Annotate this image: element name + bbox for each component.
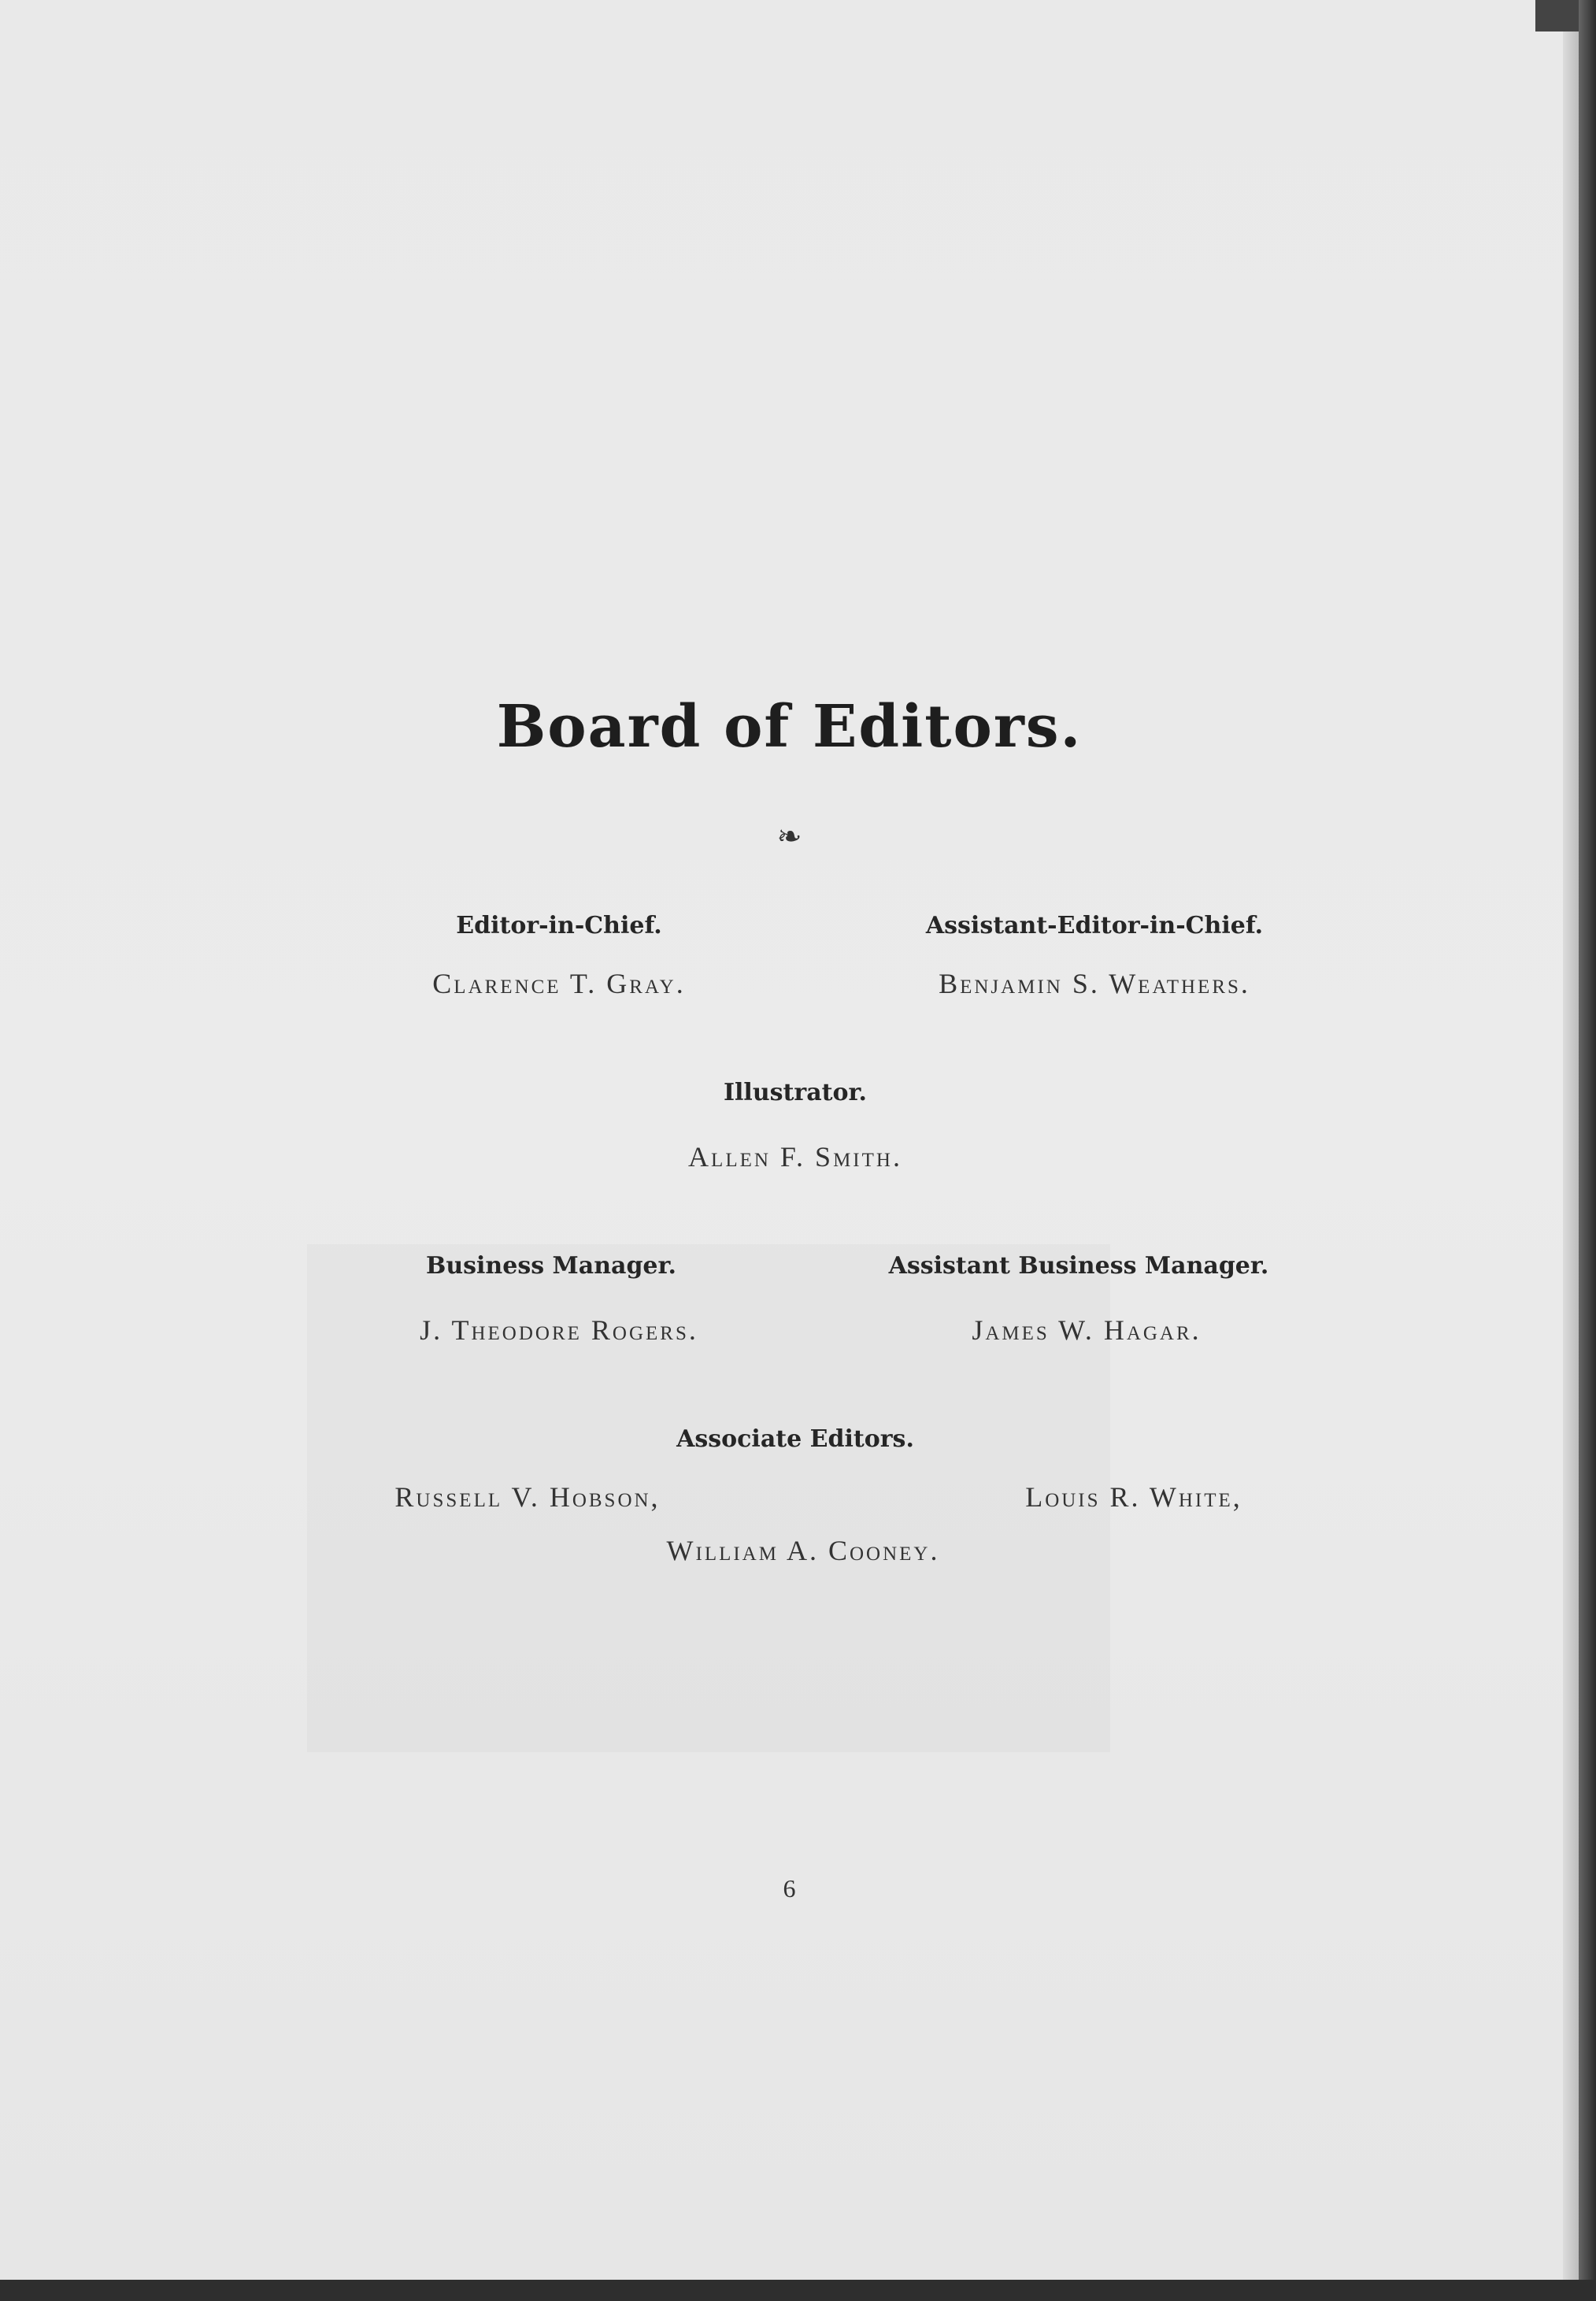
associate-editors-role: Associate Editors.	[676, 1425, 914, 1453]
associate-editor-name: Russell V. Hobson,	[394, 1481, 661, 1513]
page-title: Board of Editors.	[496, 693, 1083, 761]
assistant-business-manager-role: Assistant Business Manager.	[888, 1252, 1269, 1280]
illustrator-role: Illustrator.	[724, 1079, 867, 1106]
assistant-editor-in-chief-name: Benjamin S. Weathers.	[939, 968, 1250, 999]
editor-in-chief-role: Editor-in-Chief.	[456, 912, 662, 939]
associate-editor-name: William A. Cooney.	[666, 1535, 940, 1566]
ornament-icon: ❧	[776, 821, 802, 854]
page-edge	[1563, 0, 1579, 2280]
assistant-business-manager-name: James W. Hagar.	[972, 1314, 1202, 1346]
illustrator-name: Allen F. Smith.	[688, 1141, 902, 1173]
book-binding	[1579, 0, 1596, 2301]
associate-editor-name: Louis R. White,	[1025, 1481, 1242, 1513]
assistant-editor-in-chief-role: Assistant-Editor-in-Chief.	[925, 912, 1264, 939]
business-manager-role: Business Manager.	[425, 1252, 677, 1280]
page-number: 6	[783, 1874, 796, 1903]
scan-border	[0, 2280, 1596, 2301]
editor-in-chief-name: Clarence T. Gray.	[432, 968, 686, 999]
business-manager-name: J. Theodore Rogers.	[420, 1314, 698, 1346]
